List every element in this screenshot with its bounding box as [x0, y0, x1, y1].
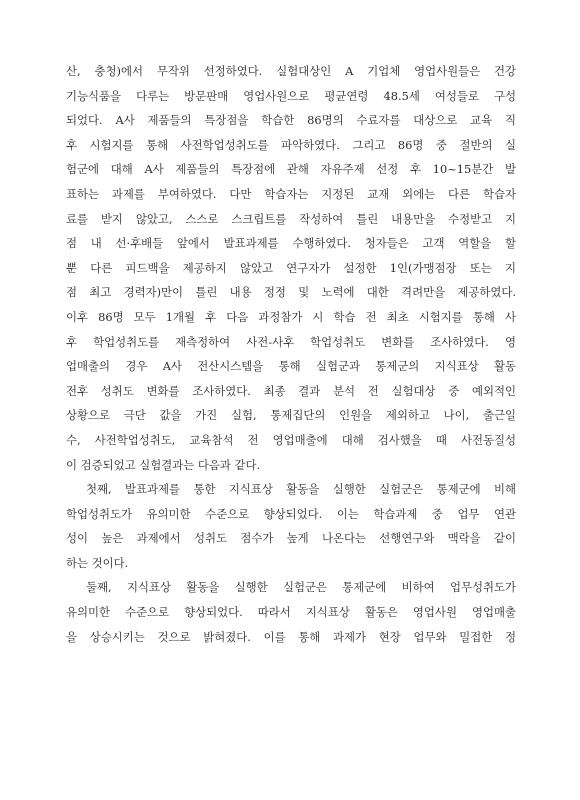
text-line: 후 시험지를 통해 사전학업성취도를 파악하였다. 그리고 86명 중 절반의 실: [66, 137, 516, 152]
text-line: 표하는 과제를 부여하였다. 다만 학습자는 지정된 교재 외에는 다른 학습자: [66, 186, 516, 201]
text-line: 학업성취도가 유의미한 수준으로 향상되었다. 이는 학습과제 중 업무 연관: [66, 506, 516, 521]
text-line: 험군에 대해 A사 제품들의 특장점에 관해 자유주제 선정 후 10~15분간 발: [66, 162, 516, 177]
text-line: 후 학업성취도를 재측정하여 사전-사후 학업성취도 변화를 조사하였다. 영: [66, 334, 516, 349]
text-line: 산, 충청)에서 무작위 선정하였다. 실험대상인 A 기업체 영업사원들은 건강: [66, 64, 516, 78]
text-line: 상황으로 극단 값을 가진 실험, 통제집단의 인원을 제외하고 나이, 출근일: [66, 408, 516, 423]
paragraph-methods: [66, 59, 516, 477]
text-line: 기능식품을 다루는 방문판매 영업사원으로 평균연령 48.5세 여성들로 구성: [66, 88, 516, 103]
text-line: 하는 것이다.: [66, 555, 129, 570]
text-line: 유의미한 수준으로 향상되었다. 따라서 지식표상 활동은 영업사원 영업매출: [66, 605, 516, 620]
text-line: 이후 86명 모두 1개월 후 다음 과정참가 시 학습 전 최초 시험지를 통해 사: [66, 309, 516, 324]
text-line: 을 상승시키는 것으로 밝혀졌다. 이를 통해 과제가 현장 업무와 밀접한 정: [66, 629, 516, 644]
text-line: 업매출의 경우 A사 전산시스템을 통해 실험군과 통제군의 지식표상 활동: [66, 359, 516, 374]
text-line: 료를 받지 않았고, 스스로 스크립트를 작성하여 틀린 내용만을 수정받고 지: [66, 211, 516, 226]
body-text: [66, 59, 516, 649]
text-line: 첫째, 발표과제를 통한 지식표상 활동을 실행한 실험군은 통제군에 비해: [86, 482, 516, 497]
text-line: 둘째, 지식표상 활동을 실행한 실험군은 통제군에 비하여 업무성취도가: [86, 580, 516, 595]
text-line: 성이 높은 과제에서 성취도 점수가 높게 나온다는 선행연구와 맥락을 같이: [66, 531, 516, 546]
text-line: 점 내 선·후배들 앞에서 발표과제를 수행하였다. 청자들은 고객 역할을 할: [66, 236, 516, 251]
text-line: 전후 성취도 변화를 조사하였다. 최종 결과 분석 전 실험대상 중 예외적인: [66, 383, 516, 398]
text-line: 되었다. A사 제품들의 특장점을 학습한 86명의 수료자를 대상으로 교육 직: [66, 113, 516, 128]
text-line: 이 검증되었고 실험결과는 다음과 같다.: [66, 457, 261, 472]
paragraph-finding-2: [66, 575, 516, 649]
text-line: 점 최고 경력자)만이 틀린 내용 정정 및 노력에 대한 격려만을 제공하였다.: [66, 285, 516, 300]
paragraph-finding-1: [66, 477, 516, 575]
text-line: 수, 사전학업성취도, 교육참석 전 영업매출에 대해 검사했을 때 사전동질성: [66, 432, 516, 447]
text-line: 뿐 다른 피드백을 제공하지 않았고 연구자가 설정한 1인(가맹점장 또는 지: [66, 260, 516, 275]
